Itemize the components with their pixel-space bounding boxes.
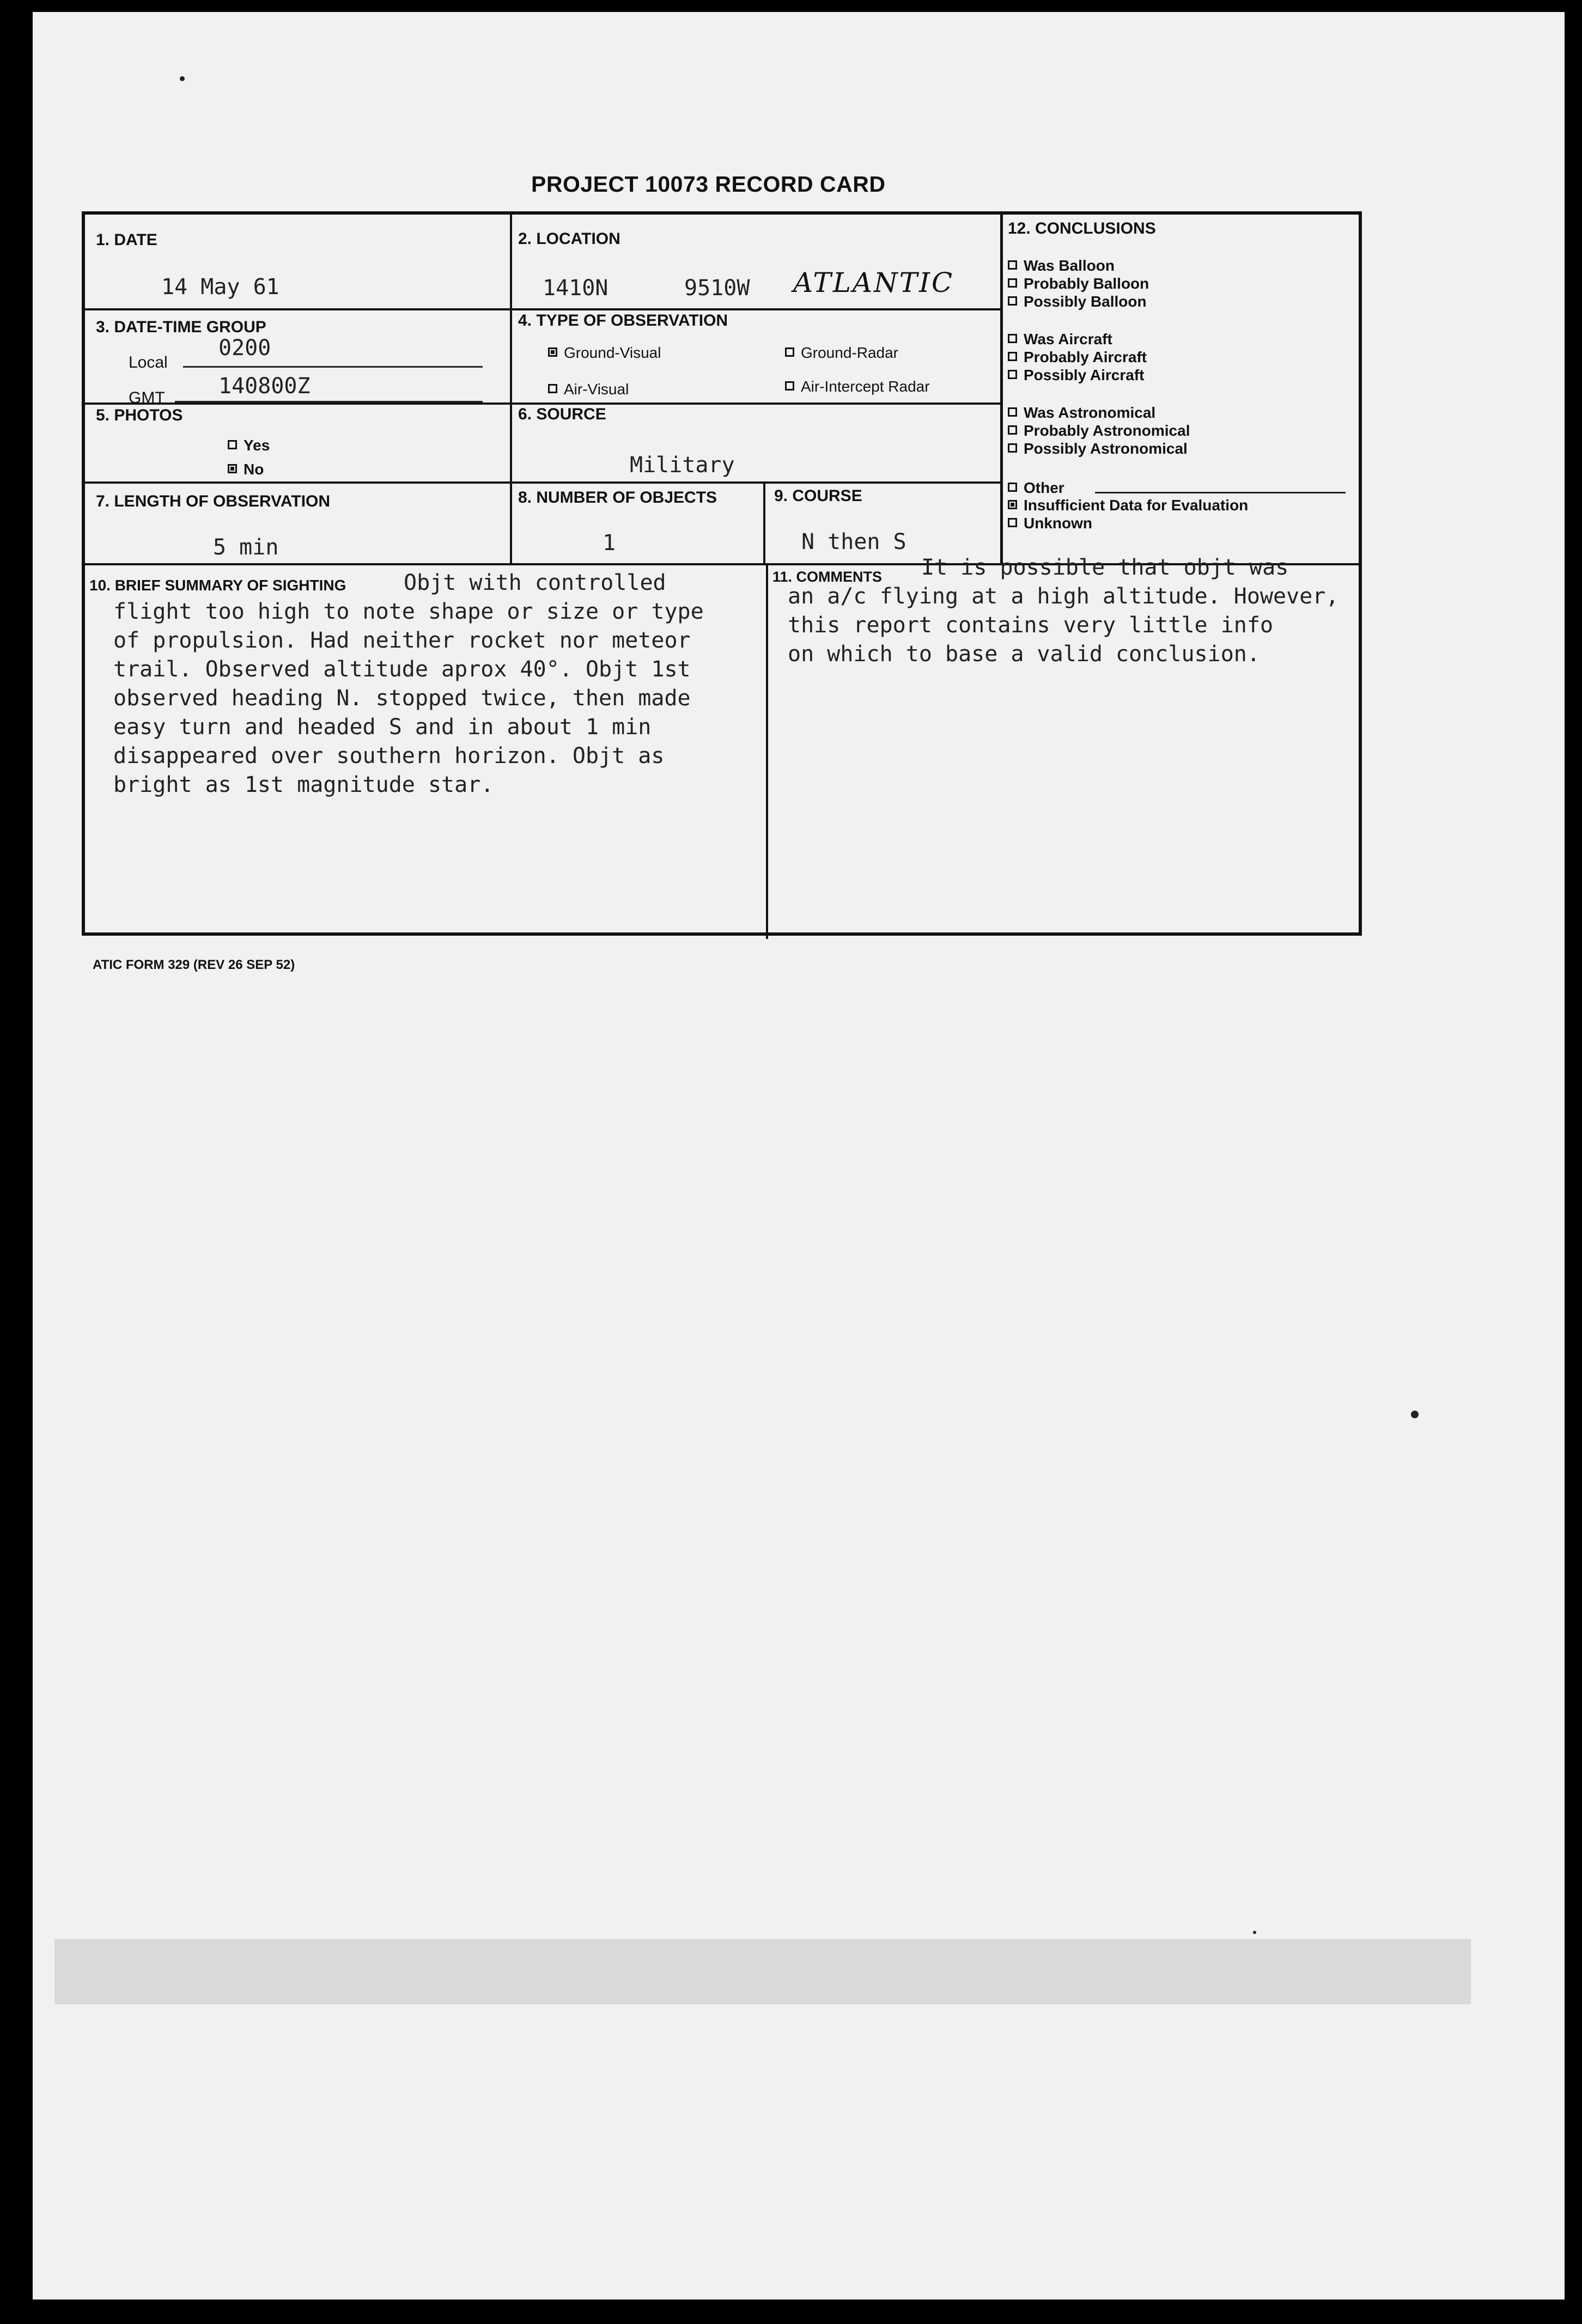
divider-course bbox=[763, 481, 765, 563]
summary-line: disappeared over southern horizon. Objt as bbox=[113, 743, 665, 768]
dtg-gmt-underline bbox=[175, 401, 483, 402]
photos-label: 5. PHOTOS bbox=[96, 406, 183, 424]
divider-row3 bbox=[85, 481, 1000, 484]
summary-line: of propulsion. Had neither rocket nor meteor bbox=[113, 628, 691, 653]
conclusion-probably-balloon: Probably Balloon bbox=[1008, 275, 1149, 292]
conclusion-possibly-aircraft: Possibly Aircraft bbox=[1008, 367, 1144, 384]
conclusion-was-balloon: Was Balloon bbox=[1008, 257, 1115, 275]
course-value: N then S bbox=[801, 529, 906, 554]
conclusion-possibly-balloon: Possibly Balloon bbox=[1008, 293, 1147, 310]
length-value: 5 min bbox=[213, 535, 279, 560]
checkbox-icon bbox=[1008, 425, 1017, 435]
dtg-local-underline bbox=[183, 366, 483, 368]
dtg-gmt-value: 140800Z bbox=[218, 374, 311, 399]
divider-row1 bbox=[85, 308, 1000, 310]
checkbox-icon bbox=[228, 464, 237, 473]
checkbox-icon bbox=[1008, 352, 1017, 361]
summary-line: easy turn and headed S and in about 1 min bbox=[113, 715, 652, 740]
scan-speck bbox=[180, 76, 185, 81]
course-label: 9. COURSE bbox=[774, 487, 862, 505]
summary-line: bright as 1st magnitude star. bbox=[113, 772, 494, 797]
record-card bbox=[82, 211, 1362, 936]
checkbox-icon bbox=[548, 384, 557, 393]
scan-speck bbox=[1411, 1411, 1419, 1418]
conclusion-was-aircraft: Was Aircraft bbox=[1008, 331, 1112, 348]
conclusion-other: Other bbox=[1008, 479, 1064, 497]
scan-speck bbox=[1253, 1931, 1256, 1934]
conclusion-unknown: Unknown bbox=[1008, 515, 1092, 532]
summary-label: 10. BRIEF SUMMARY OF SIGHTING bbox=[89, 577, 346, 594]
conclusion-probably-astronomical: Probably Astronomical bbox=[1008, 422, 1190, 440]
location-lon: 9510W bbox=[684, 276, 750, 301]
checkbox-icon bbox=[1008, 370, 1017, 379]
checkbox-icon bbox=[1008, 518, 1017, 527]
checkbox-icon bbox=[548, 347, 557, 357]
checkbox-icon bbox=[1008, 483, 1017, 492]
summary-line: observed heading N. stopped twice, then made bbox=[113, 686, 691, 711]
observation-air-visual: Air-Visual bbox=[548, 381, 629, 398]
summary-first-line: Objt with controlled bbox=[404, 570, 666, 595]
comments-first-line: It is possible that objt was bbox=[921, 555, 1289, 580]
observation-ground-radar: Ground-Radar bbox=[785, 344, 898, 362]
comments-label: 11. COMMENTS bbox=[772, 569, 883, 585]
checkbox-icon bbox=[1008, 260, 1017, 270]
checkbox-icon bbox=[228, 440, 237, 449]
source-value: Military bbox=[630, 453, 735, 478]
location-label: 2. LOCATION bbox=[518, 230, 620, 248]
checkbox-icon bbox=[1008, 500, 1017, 509]
conclusion-was-astronomical: Was Astronomical bbox=[1008, 404, 1155, 422]
summary-text bbox=[113, 597, 704, 800]
conclusions-label: 12. CONCLUSIONS bbox=[1008, 219, 1156, 237]
conclusion-insufficient-data: Insufficient Data for Evaluation bbox=[1008, 497, 1248, 514]
conclusion-other-underline bbox=[1095, 492, 1346, 493]
card-title: PROJECT 10073 RECORD CARD bbox=[531, 172, 886, 197]
divider-col1 bbox=[510, 215, 512, 563]
comments-text bbox=[788, 582, 1338, 669]
date-value: 14 May 61 bbox=[161, 275, 279, 300]
observation-air-intercept-radar: Air-Intercept Radar bbox=[785, 378, 930, 395]
checkbox-icon bbox=[785, 381, 794, 391]
location-lat: 1410N bbox=[543, 276, 609, 301]
dtg-gmt-label: GMT bbox=[129, 389, 165, 407]
conclusion-probably-aircraft: Probably Aircraft bbox=[1008, 349, 1147, 366]
objects-label: 8. NUMBER OF OBJECTS bbox=[518, 489, 717, 507]
observation-type-label: 4. TYPE OF OBSERVATION bbox=[518, 312, 728, 330]
comments-line: on which to base a valid conclusion. bbox=[788, 642, 1260, 667]
location-region: ATLANTIC bbox=[793, 267, 954, 298]
divider-conclusions bbox=[1000, 215, 1003, 563]
conclusion-possibly-astronomical: Possibly Astronomical bbox=[1008, 440, 1188, 458]
checkbox-icon bbox=[1008, 334, 1017, 343]
dtg-label: 3. DATE-TIME GROUP bbox=[96, 318, 266, 336]
source-label: 6. SOURCE bbox=[518, 405, 606, 423]
divider-summary-comments bbox=[766, 563, 768, 939]
form-identifier: ATIC FORM 329 (REV 26 SEP 52) bbox=[93, 957, 295, 972]
date-label: 1. DATE bbox=[96, 231, 157, 249]
summary-line: flight too high to note shape or size or type bbox=[113, 599, 704, 624]
checkbox-icon bbox=[1008, 278, 1017, 288]
checkbox-icon bbox=[1008, 443, 1017, 453]
checkbox-icon bbox=[785, 347, 794, 357]
checkbox-icon bbox=[1008, 296, 1017, 306]
summary-line: trail. Observed altitude aprox 40°. Objt 1st bbox=[113, 657, 691, 682]
dtg-local-label: Local bbox=[129, 353, 168, 371]
objects-value: 1 bbox=[603, 530, 616, 556]
length-label: 7. LENGTH OF OBSERVATION bbox=[96, 492, 331, 510]
divider-row2 bbox=[85, 402, 1000, 405]
photos-yes: Yes bbox=[228, 437, 270, 454]
comments-line: an a/c flying at a high altitude. However, bbox=[788, 584, 1339, 609]
photos-no: No bbox=[228, 461, 264, 478]
dtg-local-value: 0200 bbox=[218, 336, 271, 361]
observation-ground-visual: Ground-Visual bbox=[548, 344, 661, 362]
paper-shadow bbox=[54, 1939, 1471, 2004]
checkbox-icon bbox=[1008, 407, 1017, 417]
comments-line: this report contains very little info bbox=[788, 613, 1274, 638]
